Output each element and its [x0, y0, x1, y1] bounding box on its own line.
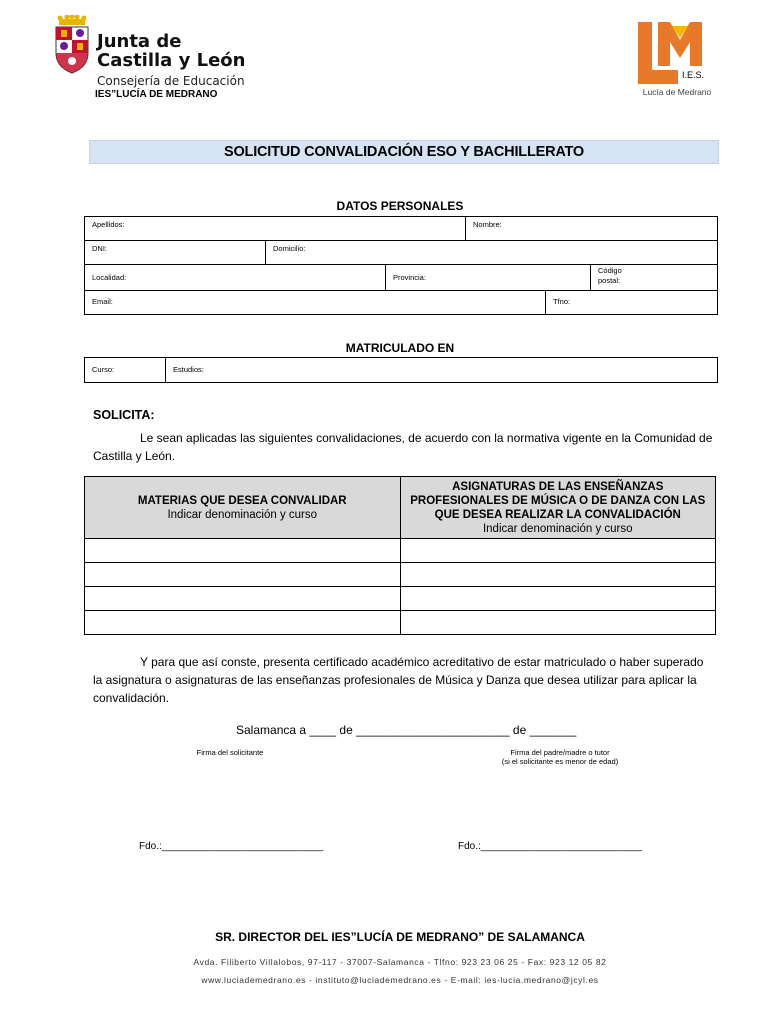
localidad-label: Localidad:	[92, 273, 127, 282]
footer-address: Avda. Filiberto Villalobos, 97-117 - 37007-Salamanca - Tlfno: 923 23 06 25 - Fax: 923 12 05 82	[193, 957, 607, 967]
ies-logo-caption: Lucía de Medrano	[642, 87, 712, 97]
place-date-line[interactable]: Salamanca a ____ de _______________________ de _______	[236, 723, 577, 737]
parent-fdo-line[interactable]: Fdo.:_____________________________	[458, 841, 643, 852]
school-name: IES”LUCÍA DE MEDRANO	[95, 89, 218, 100]
domicilio-label: Domicilio:	[273, 244, 306, 253]
enrolled-heading: MATRICULADO EN	[345, 341, 455, 355]
tfno-label: Tfno:	[553, 297, 571, 306]
subjects-col1-header	[85, 477, 401, 539]
request-heading: SOLICITA:	[93, 408, 155, 422]
music-subject-cell[interactable]	[400, 587, 716, 611]
subjects-col1-sub: Indicar denominación y curso	[167, 508, 318, 521]
parent-signature-label	[470, 748, 650, 766]
subject-cell[interactable]	[85, 539, 401, 563]
curso-field[interactable]	[85, 358, 166, 382]
personal-row-4	[85, 291, 717, 314]
form-title: SOLICITUD CONVALIDACIÓN ESO Y BACHILLERATO	[89, 140, 719, 164]
ies-logo-text: I.E.S.	[682, 70, 705, 80]
personal-row-3	[85, 265, 717, 291]
nombre-label: Nombre:	[473, 220, 502, 229]
applicant-signature-label: Firma del solicitante	[196, 748, 264, 757]
domicilio-field[interactable]	[266, 241, 717, 264]
personal-row-1	[85, 217, 717, 241]
codigo-label-line1: Código	[598, 266, 622, 275]
subjects-col2-header	[400, 477, 716, 539]
personal-data-box	[84, 216, 718, 315]
nombre-field[interactable]	[466, 217, 717, 240]
provincia-label: Provincia:	[393, 273, 426, 282]
subject-cell[interactable]	[85, 587, 401, 611]
jcyl-crest-logo	[52, 15, 92, 75]
email-field[interactable]	[85, 291, 546, 314]
subjects-col1-title: MATERIAS QUE DESEA CONVALIDAR	[137, 494, 347, 507]
table-row	[85, 587, 716, 611]
ies-logo	[636, 20, 714, 90]
enrolled-box	[84, 357, 718, 383]
subjects-col2-sub: Indicar denominación y curso	[482, 522, 633, 535]
email-label: Email:	[92, 297, 113, 306]
subjects-col2-title: ASIGNATURAS DE LAS ENSEÑANZAS PROFESIONALES DE MÚSICA O DE DANZA CON LAS QUE DESEA REALIZAR LA CONVALIDACIÓN	[410, 480, 706, 521]
addressee: SR. DIRECTOR DEL IES”LUCÍA DE MEDRANO” DE SALAMANCA	[215, 930, 585, 944]
apellidos-field[interactable]	[85, 217, 466, 240]
enrolled-row	[85, 358, 717, 382]
music-subject-cell[interactable]	[400, 611, 716, 635]
request-text: Le sean aplicadas las siguientes convalidaciones, de acuerdo con la normativa vigente en la Comunidad de Castilla y León.	[93, 431, 713, 463]
personal-row-2	[85, 241, 717, 265]
music-subject-cell[interactable]	[400, 539, 716, 563]
music-subject-cell[interactable]	[400, 563, 716, 587]
apellidos-label: Apellidos:	[92, 220, 125, 229]
tfno-field[interactable]	[546, 291, 717, 314]
estudios-field[interactable]	[166, 358, 717, 382]
table-row	[85, 539, 716, 563]
localidad-field[interactable]	[85, 265, 386, 290]
jcyl-name-line1: Junta de	[97, 31, 182, 52]
subject-cell[interactable]	[85, 563, 401, 587]
codigo-label-line2: postal:	[598, 276, 621, 285]
curso-label: Curso:	[92, 365, 115, 374]
certificate-text: Y para que así conste, presenta certificado académico acreditativo de estar matriculado o haber superado la asignatura o asignaturas de las enseñanzas profesionales de Música y Danza que desea utilizar para aplicar la convalidación.	[93, 655, 704, 705]
jcyl-name	[97, 32, 245, 70]
dni-field[interactable]	[85, 241, 266, 264]
estudios-label: Estudios:	[173, 365, 204, 374]
table-row	[85, 563, 716, 587]
applicant-fdo-line[interactable]: Fdo.:_____________________________	[139, 841, 324, 852]
table-row	[85, 611, 716, 635]
dni-label: DNI:	[92, 244, 107, 253]
personal-data-heading: DATOS PERSONALES	[336, 199, 464, 213]
department-name: Consejería de Educación	[97, 74, 245, 88]
subjects-table	[84, 476, 716, 635]
footer-contact: www.luciademedrano.es - instituto@luciademedrano.es - E-mail: ies-lucia.medrano@jcyl.es	[201, 975, 599, 985]
provincia-field[interactable]	[386, 265, 591, 290]
subject-cell[interactable]	[85, 611, 401, 635]
parent-signature-line1: Firma del padre/madre o tutor	[510, 748, 610, 757]
parent-signature-line2: (si el solicitante es menor de edad)	[501, 757, 619, 766]
codigo-postal-field[interactable]	[591, 265, 717, 290]
jcyl-name-line2: Castilla y León	[97, 50, 246, 71]
